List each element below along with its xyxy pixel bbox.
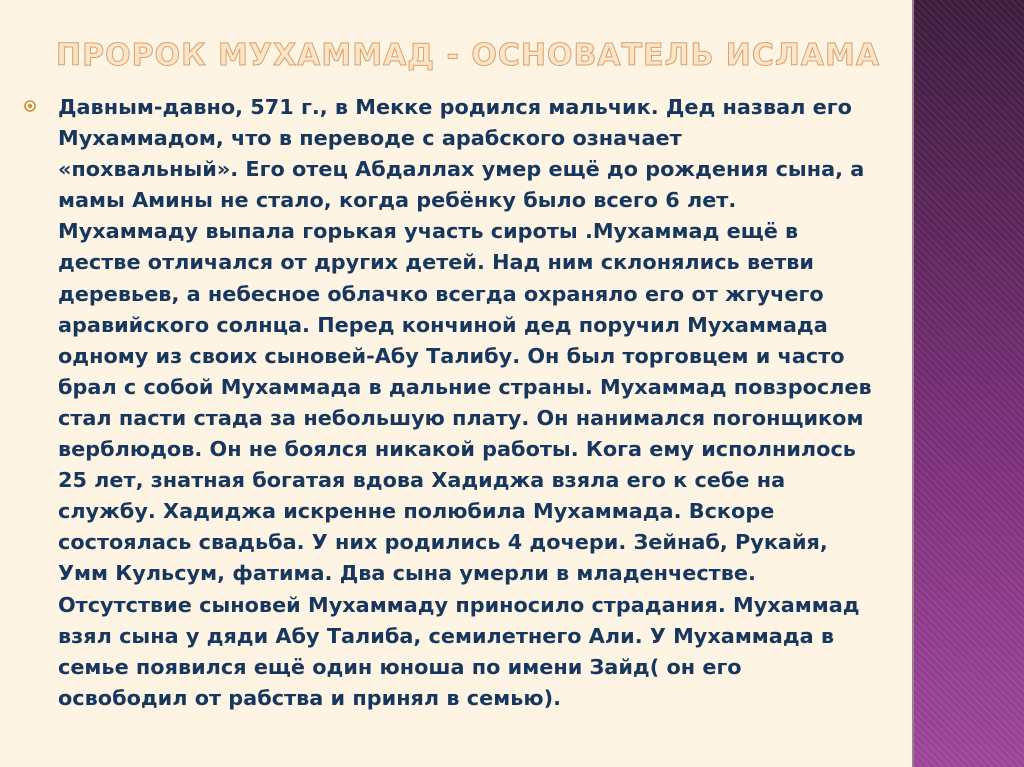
decorative-side-band — [914, 0, 1024, 767]
bullet-circle-icon — [24, 100, 36, 112]
slide-title: ПРОРОК МУХАММАД - ОСНОВАТЕЛЬ ИСЛАМА — [56, 38, 881, 73]
bullet-item — [24, 92, 904, 714]
body-text: Давным-давно, 571 г., в Мекке родился мальчик. Дед назвал его Мухаммадом, что в переводе с арабского означает «похвальный». Его отец Абдаллах умер ещё до рождения сына, а мамы Амины не стало, когда ребёнку было всего 6 лет. Мухаммаду выпала горькая участь сироты .Мухаммад ещё в дестве отличался от других детей. Над ним склонялись ветви деревьев, а небесное облачко всегда охраняло его от жгучего аравийского солнца. Перед кончиной дед поручил Мухаммада одному из своих сыновей-Абу Талибу. Он был торговцем и часто брал с собой Мухаммада в дальние страны. Мухаммад повзрослев стал пасти стада за небольшую плату. Он нанимался погонщиком верблюдов. Он не боялся никакой работы. Кога ему исполнилось 25 лет, знатная богатая вдова Хадиджа взяла его к себе на службу. Хадиджа искренне полюбила Мухаммада. Вскоре состоялась свадьба. У них родились 4 дочери. Зейнаб, Рукайя, Умм Кульсум, фатима. Два сына умерли в младенчестве. Отсутствие сыновей Мухаммаду приносило страдания. Мухаммад взял сына у дяди Абу Талиба, семилетнего Али. У Мухаммада в семье появился ещё один юноша по имени Зайд( он его освободил от рабства и принял в семью). — [58, 95, 872, 710]
